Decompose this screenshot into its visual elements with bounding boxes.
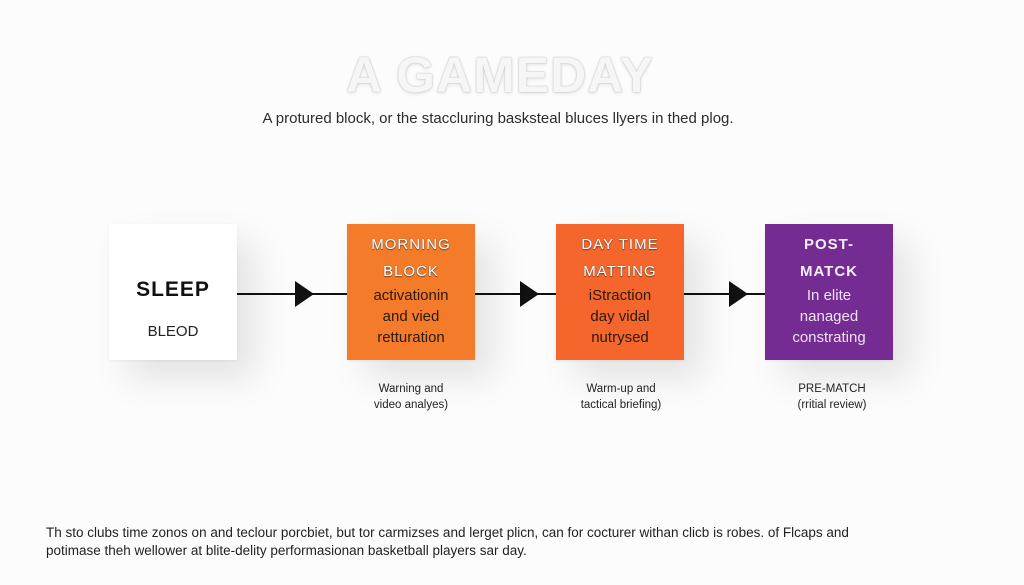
stage-box-daytime-matting xyxy=(556,224,684,360)
stage-daytime-heading: DAY TIME MATTING xyxy=(581,236,659,280)
arrow-head-icon xyxy=(729,281,748,307)
arrow-head-icon xyxy=(295,281,314,307)
stage-daytime-caption: Warm-up and tactical briefing) xyxy=(580,383,662,411)
diagram-title: A GAMEDAY xyxy=(345,47,655,103)
stage-morning-caption: Warning and video analyes) xyxy=(373,383,449,411)
arrow-head-icon xyxy=(520,281,539,307)
stage-post-body: In elite nanaged constrating xyxy=(792,287,866,346)
stage-post-caption: PRE-MATCH (rritial review) xyxy=(797,383,867,411)
stage-box-morning-block xyxy=(347,224,475,360)
footer-note: Th sto clubs time zonos on and teclour porcbiet, but tor carmizses and lerget plicn, can for cocturer withan clicb is robes. of Flcaps and potimase theh wellower at blite-delity performasionan basketball players sar day. xyxy=(46,525,849,558)
stage-sleep-body: BLEOD xyxy=(147,323,199,340)
stage-morning-body: activationin and vied retturation xyxy=(373,287,449,346)
stage-daytime-body: iStraction day vidal nutrysed xyxy=(588,287,652,346)
stage-box-sleep xyxy=(109,224,237,360)
stage-morning-heading: MORNING BLOCK xyxy=(371,236,451,280)
stage-box-post-match xyxy=(765,224,893,360)
stage-sleep-heading: SLEEP xyxy=(136,278,210,301)
diagram-subtitle: A protured block, or the staccluring basksteal bluces llyers in thed plog. xyxy=(262,110,734,127)
stage-post-heading: POST- MATCK xyxy=(799,236,859,280)
